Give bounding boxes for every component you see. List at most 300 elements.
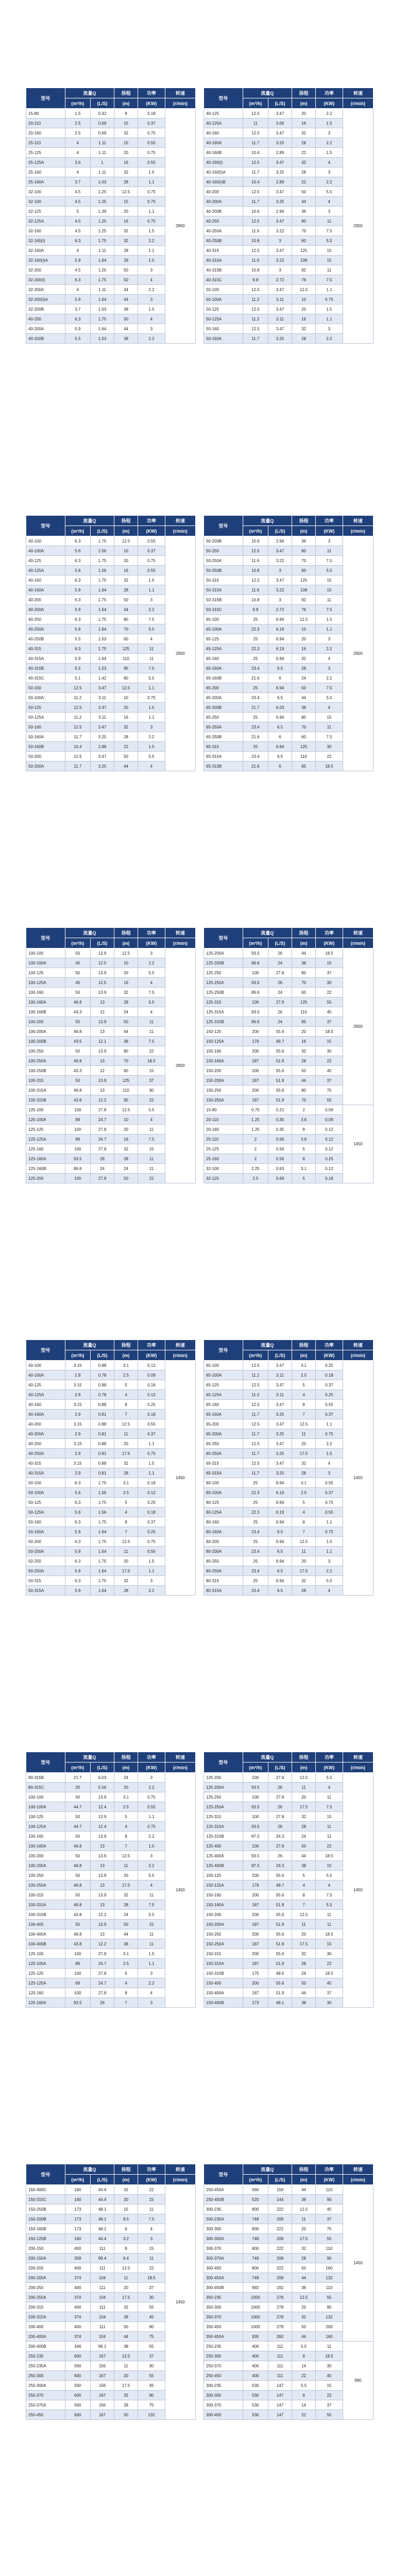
- model-cell: 40-100A: [26, 1370, 65, 1380]
- model-cell: 150-200A: [204, 1076, 243, 1086]
- model-cell: 50-250A: [204, 556, 243, 566]
- header-power: 功率: [138, 88, 165, 98]
- head-cell: 15: [114, 138, 138, 148]
- model-cell: 65-315: [204, 742, 243, 752]
- power-cell: 1.1: [138, 1959, 165, 1969]
- flow-m3-cell: 173: [243, 1998, 268, 2008]
- model-cell: 32-125: [204, 1174, 243, 1183]
- flow-ls-cell: 24: [91, 1164, 114, 1174]
- power-cell: 1.5: [138, 1556, 165, 1566]
- table-row: [26, 948, 196, 958]
- flow-ls-cell: 0.81: [91, 1429, 114, 1439]
- head-cell: 8: [292, 1154, 316, 1164]
- flow-m3-cell: 25: [243, 654, 268, 664]
- head-cell: 3.1: [292, 1478, 316, 1488]
- header-flow-unit-m3: (m³/h): [243, 1762, 268, 1773]
- power-cell: 18.5: [138, 2273, 165, 2283]
- power-cell: 11: [138, 2205, 165, 2214]
- head-cell: 8: [114, 1988, 138, 1998]
- model-cell: 150-160: [204, 1046, 243, 1056]
- flow-ls-cell: 167: [91, 2351, 114, 2361]
- flow-ls-cell: 1.75: [91, 236, 114, 246]
- power-cell: 18.5: [316, 1969, 343, 1978]
- head-cell: 5: [292, 1174, 316, 1183]
- flow-m3-cell: 12.5: [243, 575, 268, 585]
- power-cell: 37: [316, 1076, 343, 1086]
- header-speed-unit: (r/min): [165, 526, 195, 536]
- power-cell: 4: [316, 1459, 343, 1468]
- flow-ls-cell: 3.22: [268, 226, 292, 236]
- head-cell: 20: [292, 109, 316, 118]
- flow-ls-cell: 13.9: [91, 1832, 114, 1841]
- flow-m3-cell: 100: [65, 1105, 90, 1115]
- model-cell: 32-200(I)A: [26, 295, 65, 304]
- head-cell: 95: [292, 1017, 316, 1027]
- head-cell: 20: [292, 634, 316, 644]
- header-head: 扬程: [114, 928, 138, 938]
- flow-m3-cell: 4.5: [65, 265, 90, 275]
- flow-m3-cell: 23.4: [243, 1527, 268, 1537]
- flow-ls-cell: 13: [91, 1861, 114, 1871]
- head-cell: 28: [292, 2253, 316, 2263]
- pump-spec-table: [204, 2164, 374, 2420]
- flow-ls-cell: 27.8: [91, 1105, 114, 1115]
- flow-m3-cell: 12.5: [243, 216, 268, 226]
- model-cell: 40-315A: [26, 1468, 65, 1478]
- head-cell: 17.5: [292, 1449, 316, 1459]
- power-cell: 3: [316, 634, 343, 644]
- flow-m3-cell: 187: [243, 1095, 268, 1105]
- power-cell: 5.5: [316, 187, 343, 197]
- flow-ls-cell: 3.25: [268, 1449, 292, 1459]
- power-cell: 75: [138, 2332, 165, 2342]
- model-cell: 50-160A: [26, 732, 65, 742]
- header-power-unit: (KW): [316, 1762, 343, 1773]
- spec-section: [26, 515, 381, 907]
- power-cell: 0.25: [316, 1154, 343, 1164]
- flow-ls-cell: 144: [268, 2195, 292, 2205]
- head-cell: 12.5: [292, 1773, 316, 1783]
- power-cell: 15: [316, 1037, 343, 1046]
- header-head-unit: (m): [292, 938, 316, 948]
- flow-m3-cell: 5.6: [65, 546, 90, 556]
- flow-m3-cell: 25: [243, 1498, 268, 1507]
- flow-ls-cell: 1.56: [91, 1507, 114, 1517]
- flow-ls-cell: 2.72: [268, 605, 292, 615]
- flow-m3-cell: 748: [243, 2273, 268, 2283]
- header-head-unit: (m): [114, 98, 138, 109]
- model-cell: 150-315B: [204, 1969, 243, 1978]
- power-cell: 0.37: [138, 118, 165, 128]
- flow-m3-cell: 21.7: [243, 703, 268, 713]
- flow-ls-cell: 278: [268, 2322, 292, 2332]
- head-cell: 32: [292, 1576, 316, 1586]
- model-cell: 40-125: [26, 556, 65, 566]
- head-cell: 24: [114, 1910, 138, 1920]
- table-row: [204, 948, 374, 958]
- flow-m3-cell: 21.6: [243, 673, 268, 683]
- flow-m3-cell: 530: [243, 2410, 268, 2420]
- head-cell: 4: [292, 1507, 316, 1517]
- flow-ls-cell: 104: [91, 2312, 114, 2322]
- head-cell: 44: [292, 1851, 316, 1861]
- power-cell: 1.1: [316, 314, 343, 324]
- model-cell: 150-315C: [26, 2195, 65, 2205]
- model-cell: 250-370: [26, 2391, 65, 2400]
- flow-ls-cell: 51.9: [268, 1959, 292, 1969]
- flow-ls-cell: 24: [268, 1017, 292, 1027]
- flow-ls-cell: 3.25: [268, 1429, 292, 1439]
- model-cell: 40-315A: [26, 654, 65, 664]
- head-cell: 17.5: [114, 1566, 138, 1576]
- power-cell: 15: [316, 246, 343, 256]
- speed-cell: 2900: [165, 109, 195, 344]
- flow-m3-cell: 86.6: [243, 1017, 268, 1027]
- table-row: [26, 1773, 196, 1783]
- head-cell: 36: [292, 207, 316, 216]
- flow-m3-cell: 173: [65, 2214, 90, 2224]
- flow-m3-cell: 25: [243, 1576, 268, 1586]
- speed-cell: 1450: [343, 2185, 373, 2342]
- head-cell: 44: [292, 2185, 316, 2195]
- flow-ls-cell: 12.2: [91, 1095, 114, 1105]
- pump-spec-table: [204, 88, 374, 344]
- flow-ls-cell: 3: [268, 236, 292, 246]
- flow-ls-cell: 6.19: [268, 644, 292, 654]
- power-cell: 0.75: [316, 1429, 343, 1439]
- power-cell: 5.5: [138, 624, 165, 634]
- flow-ls-cell: 6.03: [91, 1773, 114, 1783]
- model-cell: 150-160A: [204, 1900, 243, 1910]
- flow-ls-cell: 44.4: [91, 2185, 114, 2195]
- flow-m3-cell: 93.5: [243, 1007, 268, 1017]
- head-cell: 11: [114, 1429, 138, 1439]
- flow-ls-cell: 156: [91, 2361, 114, 2371]
- flow-m3-cell: 2.9: [65, 1429, 90, 1439]
- power-cell: 11: [316, 216, 343, 226]
- model-cell: 150-125B: [26, 2234, 65, 2244]
- model-cell: 20-110: [26, 118, 65, 128]
- head-cell: 28: [292, 1586, 316, 1596]
- header-flow: 流量Q: [65, 2164, 114, 2175]
- model-cell: 100-400: [26, 1920, 65, 1929]
- flow-m3-cell: 4: [65, 138, 90, 148]
- flow-m3-cell: 23.4: [243, 1586, 268, 1596]
- head-cell: 16: [114, 158, 138, 167]
- head-cell: 12.5: [114, 2351, 138, 2361]
- power-cell: 15: [316, 713, 343, 722]
- power-cell: 2.2: [138, 285, 165, 295]
- header-power-unit: (KW): [316, 938, 343, 948]
- model-cell: 50-160: [26, 1517, 65, 1527]
- power-cell: 55: [316, 2410, 343, 2420]
- flow-ls-cell: 24.7: [91, 1978, 114, 1988]
- flow-m3-cell: 175: [243, 1969, 268, 1978]
- model-cell: 65-160A: [204, 1410, 243, 1419]
- head-cell: 44: [114, 2332, 138, 2342]
- power-cell: 30: [138, 1086, 165, 1095]
- power-cell: 5.5: [316, 236, 343, 246]
- power-cell: 2.2: [316, 673, 343, 683]
- head-cell: 4: [114, 1978, 138, 1988]
- model-cell: 40-160A: [26, 1410, 65, 1419]
- model-cell: 50-315A: [26, 1586, 65, 1596]
- head-cell: 15: [114, 2205, 138, 2214]
- header-speed: 转速: [165, 88, 195, 98]
- model-cell: 150-125: [204, 1027, 243, 1037]
- power-cell: 2.2: [138, 334, 165, 344]
- flow-ls-cell: 6.94: [268, 1556, 292, 1566]
- head-cell: 17.5: [114, 1880, 138, 1890]
- model-cell: 32-160A: [26, 246, 65, 256]
- head-cell: 50: [292, 187, 316, 197]
- flow-m3-cell: 25: [243, 634, 268, 644]
- model-cell: 150-125: [204, 1871, 243, 1880]
- head-cell: 125: [292, 246, 316, 256]
- power-cell: 110: [316, 2283, 343, 2293]
- flow-ls-cell: 26: [268, 1822, 292, 1832]
- model-cell: 50-125A: [26, 713, 65, 722]
- head-cell: 7: [114, 1841, 138, 1851]
- flow-ls-cell: 49.7: [268, 1880, 292, 1890]
- head-cell: 50: [114, 265, 138, 275]
- head-cell: 11: [114, 2361, 138, 2371]
- flow-ls-cell: 222: [268, 2224, 292, 2234]
- flow-ls-cell: 260: [268, 2332, 292, 2342]
- header-flow-unit-m3: (m³/h): [65, 1762, 90, 1773]
- power-cell: 18.5: [316, 948, 343, 958]
- flow-m3-cell: 11.7: [243, 197, 268, 207]
- head-cell: 50: [114, 1174, 138, 1183]
- flow-ls-cell: 3.47: [268, 109, 292, 118]
- flow-ls-cell: 0.88: [91, 1439, 114, 1449]
- flow-ls-cell: 5.56: [91, 1783, 114, 1792]
- model-cell: 150-400C: [26, 2185, 65, 2195]
- model-cell: 50-125A: [26, 1507, 65, 1517]
- power-cell: 2.2: [138, 1978, 165, 1988]
- model-cell: 125-125: [26, 1969, 65, 1978]
- flow-ls-cell: 24.7: [91, 1115, 114, 1125]
- power-cell: 0.75: [138, 1537, 165, 1547]
- flow-ls-cell: 167: [91, 2410, 114, 2420]
- head-cell: 28: [292, 138, 316, 148]
- flow-m3-cell: 100: [243, 997, 268, 1007]
- model-cell: 125-160A: [26, 1154, 65, 1164]
- flow-m3-cell: 11.7: [65, 761, 90, 771]
- model-cell: 40-250A: [204, 226, 243, 236]
- power-cell: 2.2: [138, 732, 165, 742]
- power-cell: 4: [138, 1988, 165, 1998]
- model-cell: 65-125A: [204, 644, 243, 654]
- model-cell: 65-200A: [204, 693, 243, 703]
- model-cell: 100-250A: [26, 1056, 65, 1066]
- header-flow: 流量Q: [243, 516, 292, 526]
- power-cell: 11: [316, 1920, 343, 1929]
- flow-ls-cell: 3.47: [91, 752, 114, 761]
- flow-ls-cell: 13.9: [91, 1076, 114, 1086]
- head-cell: 3.1: [114, 1478, 138, 1488]
- model-cell: 80-125A: [204, 1507, 243, 1517]
- power-cell: 2.2: [316, 1439, 343, 1449]
- flow-ls-cell: 48.6: [268, 1969, 292, 1978]
- flow-m3-cell: 12.5: [243, 187, 268, 197]
- model-cell: 100-250: [26, 1046, 65, 1056]
- head-cell: 6: [114, 2224, 138, 2234]
- model-cell: 25-160A: [26, 177, 65, 187]
- model-cell: 50-315: [26, 1576, 65, 1586]
- header-power: 功率: [138, 516, 165, 526]
- flow-m3-cell: 200: [243, 1066, 268, 1076]
- model-cell: 100-100: [26, 948, 65, 958]
- model-cell: 32-125: [26, 207, 65, 216]
- head-cell: 32: [292, 324, 316, 334]
- head-cell: 2.5: [114, 1370, 138, 1380]
- flow-ls-cell: 13: [91, 1929, 114, 1939]
- flow-ls-cell: 3.47: [268, 1419, 292, 1429]
- head-cell: 20: [292, 304, 316, 314]
- head-cell: 60: [114, 1066, 138, 1076]
- flow-ls-cell: 1.39: [91, 207, 114, 216]
- head-cell: 32: [292, 654, 316, 664]
- power-cell: 132: [316, 2312, 343, 2322]
- flow-m3-cell: 3.15: [65, 1400, 90, 1410]
- power-cell: 11: [138, 1164, 165, 1174]
- power-cell: 90: [316, 2253, 343, 2263]
- power-cell: 18.5: [316, 2351, 343, 2361]
- header-power: 功率: [138, 1752, 165, 1762]
- power-cell: 3: [138, 722, 165, 732]
- power-cell: 22: [316, 988, 343, 997]
- model-cell: 100-125A: [26, 978, 65, 988]
- head-cell: 20: [114, 556, 138, 566]
- flow-ls-cell: 3.25: [91, 761, 114, 771]
- power-cell: 1.5: [316, 1537, 343, 1547]
- head-cell: 76: [292, 605, 316, 615]
- flow-ls-cell: 1.64: [91, 295, 114, 304]
- model-cell: 65-125A: [204, 1390, 243, 1400]
- head-cell: 24: [114, 1164, 138, 1174]
- flow-ls-cell: 3.11: [268, 314, 292, 324]
- power-cell: 0.12: [138, 1361, 165, 1370]
- power-cell: 11: [138, 1027, 165, 1037]
- header-speed-unit: (r/min): [343, 1350, 373, 1361]
- flow-ls-cell: 0.35: [268, 1115, 292, 1125]
- head-cell: 80: [292, 968, 316, 978]
- head-cell: 20: [114, 1871, 138, 1880]
- power-cell: 2.2: [316, 1566, 343, 1576]
- flow-ls-cell: 27.8: [91, 1144, 114, 1154]
- model-cell: 300-300: [204, 2391, 243, 2400]
- header-flow-unit-ls: (L/S): [91, 1762, 114, 1773]
- flow-m3-cell: 100: [65, 1174, 90, 1183]
- model-cell: 40-250A: [26, 624, 65, 634]
- flow-m3-cell: 2.5: [243, 1174, 268, 1183]
- flow-ls-cell: 1.56: [91, 1488, 114, 1498]
- power-cell: 18.5: [316, 1027, 343, 1037]
- power-cell: 0.18: [138, 109, 165, 118]
- power-cell: 2.2: [316, 644, 343, 654]
- model-cell: 100-315B: [26, 1095, 65, 1105]
- head-cell: 12.5: [292, 1537, 316, 1547]
- header-head: 扬程: [292, 88, 316, 98]
- power-cell: 5.5: [316, 566, 343, 575]
- model-cell: 32-200B: [26, 304, 65, 314]
- flow-m3-cell: 46.8: [65, 1086, 90, 1095]
- model-cell: 100-200A: [26, 1027, 65, 1037]
- head-cell: 70: [292, 722, 316, 732]
- head-cell: 44: [292, 2332, 316, 2342]
- model-cell: 150-160: [204, 1890, 243, 1900]
- power-cell: 30: [316, 1046, 343, 1056]
- flow-ls-cell: 27.8: [91, 1949, 114, 1959]
- head-cell: 4: [114, 1390, 138, 1400]
- head-cell: 20: [114, 207, 138, 216]
- power-cell: 1.1: [138, 1468, 165, 1478]
- flow-m3-cell: 12.5: [65, 752, 90, 761]
- model-cell: 40-250: [26, 1439, 65, 1449]
- power-cell: 0.18: [138, 1410, 165, 1419]
- flow-m3-cell: 530: [243, 2381, 268, 2391]
- power-cell: 11: [138, 1017, 165, 1027]
- head-cell: 20: [114, 968, 138, 978]
- flow-m3-cell: 2.9: [65, 1449, 90, 1459]
- flow-m3-cell: 45: [65, 978, 90, 988]
- head-cell: 50: [114, 595, 138, 605]
- header-speed: 转速: [165, 1752, 195, 1762]
- flow-ls-cell: 3.06: [268, 118, 292, 128]
- flow-m3-cell: 21.7: [65, 1773, 90, 1783]
- flow-m3-cell: 400: [243, 2371, 268, 2381]
- power-cell: 11: [138, 644, 165, 654]
- flow-ls-cell: 222: [268, 2244, 292, 2253]
- power-cell: 22: [138, 2263, 165, 2273]
- flow-m3-cell: 50: [65, 968, 90, 978]
- model-cell: 125-315A: [204, 1822, 243, 1832]
- model-cell: 200-200: [26, 2263, 65, 2273]
- head-cell: 38: [292, 1998, 316, 2008]
- flow-m3-cell: 43.5: [65, 1037, 90, 1046]
- flow-ls-cell: 13.9: [91, 988, 114, 997]
- head-cell: 76: [292, 275, 316, 285]
- power-cell: 0.55: [316, 1507, 343, 1517]
- speed-cell: 1450: [343, 1773, 373, 2008]
- power-cell: 0.55: [138, 1547, 165, 1556]
- head-cell: 32: [292, 1949, 316, 1959]
- model-cell: 32-100: [204, 1164, 243, 1174]
- model-cell: 125-315B: [204, 1832, 243, 1841]
- flow-m3-cell: 93.5: [65, 1998, 90, 2008]
- speed-cell: 1450: [343, 1105, 373, 1183]
- flow-ls-cell: 26: [268, 1007, 292, 1017]
- model-cell: 40-200: [204, 187, 243, 197]
- flow-m3-cell: 87.5: [243, 1832, 268, 1841]
- flow-m3-cell: 11.2: [243, 1390, 268, 1400]
- flow-ls-cell: 13.9: [91, 1812, 114, 1822]
- flow-ls-cell: 27.8: [91, 1174, 114, 1183]
- head-cell: 8: [114, 1517, 138, 1527]
- model-cell: 80-200: [204, 1537, 243, 1547]
- power-cell: 0.75: [316, 295, 343, 304]
- power-cell: 45: [316, 2205, 343, 2214]
- flow-ls-cell: 13.9: [91, 1920, 114, 1929]
- header-speed: 转速: [343, 1340, 373, 1350]
- head-cell: 38: [114, 2342, 138, 2351]
- power-cell: 15: [316, 1939, 343, 1949]
- power-cell: 4: [316, 1783, 343, 1792]
- model-cell: 300-450A: [204, 2273, 243, 2283]
- header-power: 功率: [316, 928, 343, 938]
- power-cell: 5.5: [138, 997, 165, 1007]
